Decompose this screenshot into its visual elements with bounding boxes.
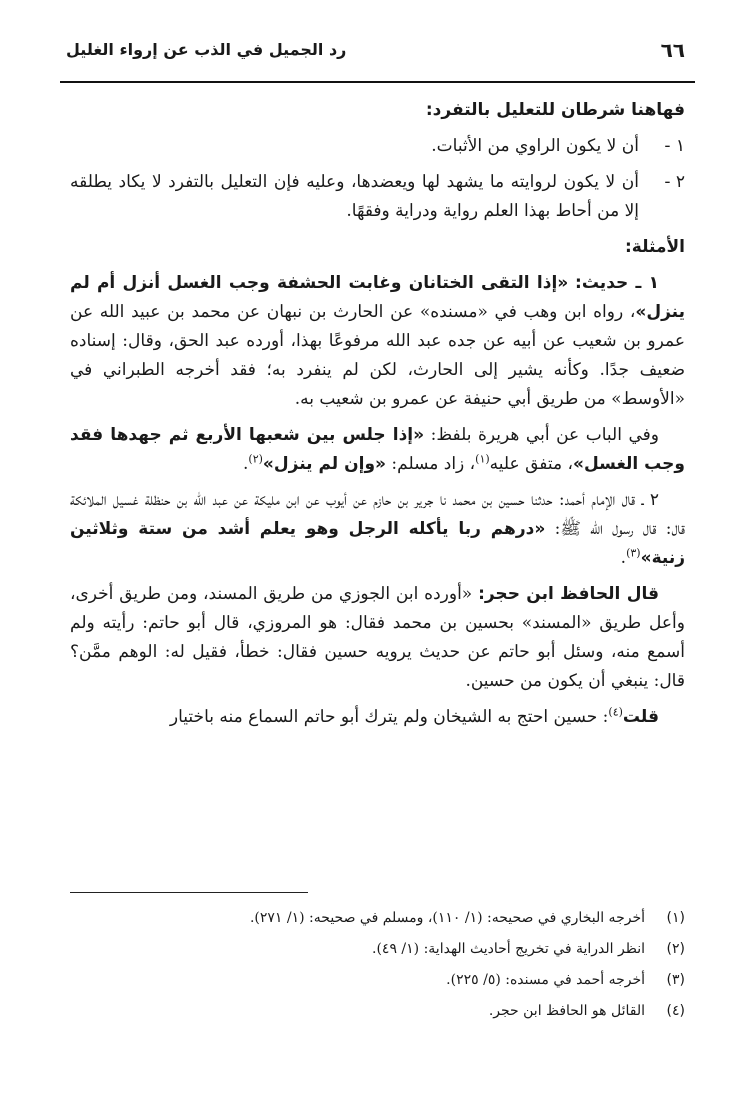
hafiz-paragraph	[70, 580, 685, 696]
conditions-heading: فهاهنا شرطان للتعليل بالتفرد:	[425, 100, 685, 120]
condition-text: أن لا يكون لروايته ما يشهد لها ويعضدها، وعليه فإن التعليل بالتفرد لا يكاد يطلقه إلا من أحاط بهذا العلم رواية ودراية وفقهًا.	[70, 172, 639, 221]
example-1-paragraph	[70, 269, 685, 414]
condition-item	[70, 168, 685, 226]
footnote-number: (٤)	[666, 1003, 685, 1019]
page-header	[62, 34, 693, 74]
footnote-number: (١)	[666, 910, 685, 926]
example-1-hadith: «إذا التقى الختانان وغابت الحشفة وجب الغسل أنزل أم لم ينزل»	[70, 273, 685, 322]
bab-mid: ، متفق عليه	[489, 454, 573, 474]
footnote-text: القائل هو الحافظ ابن حجر.	[488, 1003, 645, 1019]
bab-hadith-2: «وإن لم ينزل»	[262, 454, 386, 474]
footnote-ref-4: (٤)	[608, 705, 623, 719]
footnote-item	[70, 934, 685, 965]
condition-number: ٢ -	[664, 172, 685, 192]
example-1-label: ١ ـ حديث:	[575, 273, 659, 293]
footnote-ref-1: (١)	[475, 452, 490, 466]
footnotes	[70, 903, 685, 1027]
footnote-number: (٢)	[666, 941, 685, 957]
examples-heading: الأمثلة:	[625, 237, 685, 257]
bab-end: .	[243, 454, 249, 474]
condition-number: ١ -	[664, 136, 685, 156]
example-2-text: ٢ ـ قال الإمام أحمد: حدثنا حسين بن محمد نا جرير بن حازم عن أيوب عن ابن مليكة عن عبد الله بن حنظلة غسيل الملائكة قال: قال رسول الله ﷺ:	[70, 490, 685, 539]
footnote-item	[70, 903, 685, 934]
qultu-label: قلت	[622, 707, 659, 727]
page-body	[70, 96, 685, 739]
header-divider	[60, 81, 695, 83]
example-2-paragraph	[70, 486, 685, 573]
example-1-text: ، رواه ابن وهب في «مسنده» عن الحارث بن نبهان عن محمد بن عبيد الله عن عمرو بن شعيب عن أبيه عن جده عبد الله مرفوعًا بهذا، أورده عبد الحق، وقال: إسناده ضعيف جدًا. وكأنه يشير إلى الحارث، لكن لم ينفرد به؛ فقد أخرجه الطبراني في «الأوسط» من طريق أبي حنيفة عن عمرو بن شعيب به.	[70, 302, 685, 409]
bab-hadith: «إذا جلس بين شعبها الأربع ثم جهدها فقد وجب الغسل»	[70, 425, 685, 474]
example-2-end: .	[620, 548, 627, 568]
bab-mid-2: ، زاد مسلم:	[386, 454, 476, 474]
footnote-divider	[70, 892, 308, 893]
footnote-text: أخرجه البخاري في صحيحه: (١/ ١١٠)، ومسلم في صحيحه: (١/ ٢٧١).	[249, 910, 645, 926]
bab-paragraph	[70, 421, 685, 479]
example-2-hadith: «درهم ربا يأكله الرجل وهو يعلم أشد من ستة وثلاثين زنية»	[70, 519, 685, 568]
bab-intro: وفي الباب عن أبي هريرة بلفظ:	[424, 425, 659, 445]
qultu-paragraph	[70, 703, 685, 732]
hafiz-text: «أورده ابن الجوزي من طريق المسند، ومن طريق أخرى، وأعل طريق «المسند» بحسين بن محمد فقال: هو المروزي، قال أبو حاتم: رأيته ولم أسمع منه، وسئل أبو حاتم عن حديث يرويه حسين فقال: خطأ، فقيل له: الوهم ممَّن؟ قال: ينبغي أن يكون من حسين.	[70, 584, 685, 691]
footnote-text: انظر الدراية في تخريج أحاديث الهداية: (١/ ٤٩).	[372, 941, 645, 957]
footnote-item	[70, 996, 685, 1027]
condition-item	[70, 132, 685, 161]
hafiz-label: قال الحافظ ابن حجر:	[478, 584, 659, 604]
page-number: ٦٦	[660, 38, 685, 62]
qultu-text: : حسين احتج به الشيخان ولم يترك أبو حاتم السماع منه باختيار	[169, 707, 609, 727]
footnote-item	[70, 965, 685, 996]
running-title: رد الجميل في الذب عن إرواء الغليل	[66, 40, 347, 59]
footnote-text: أخرجه أحمد في مسنده: (٥/ ٢٢٥).	[446, 972, 645, 988]
footnote-ref-2: (٢)	[248, 452, 263, 466]
condition-text: أن لا يكون الراوي من الأثبات.	[431, 136, 639, 156]
footnote-ref-3: (٣)	[626, 546, 641, 560]
footnote-number: (٣)	[666, 972, 685, 988]
